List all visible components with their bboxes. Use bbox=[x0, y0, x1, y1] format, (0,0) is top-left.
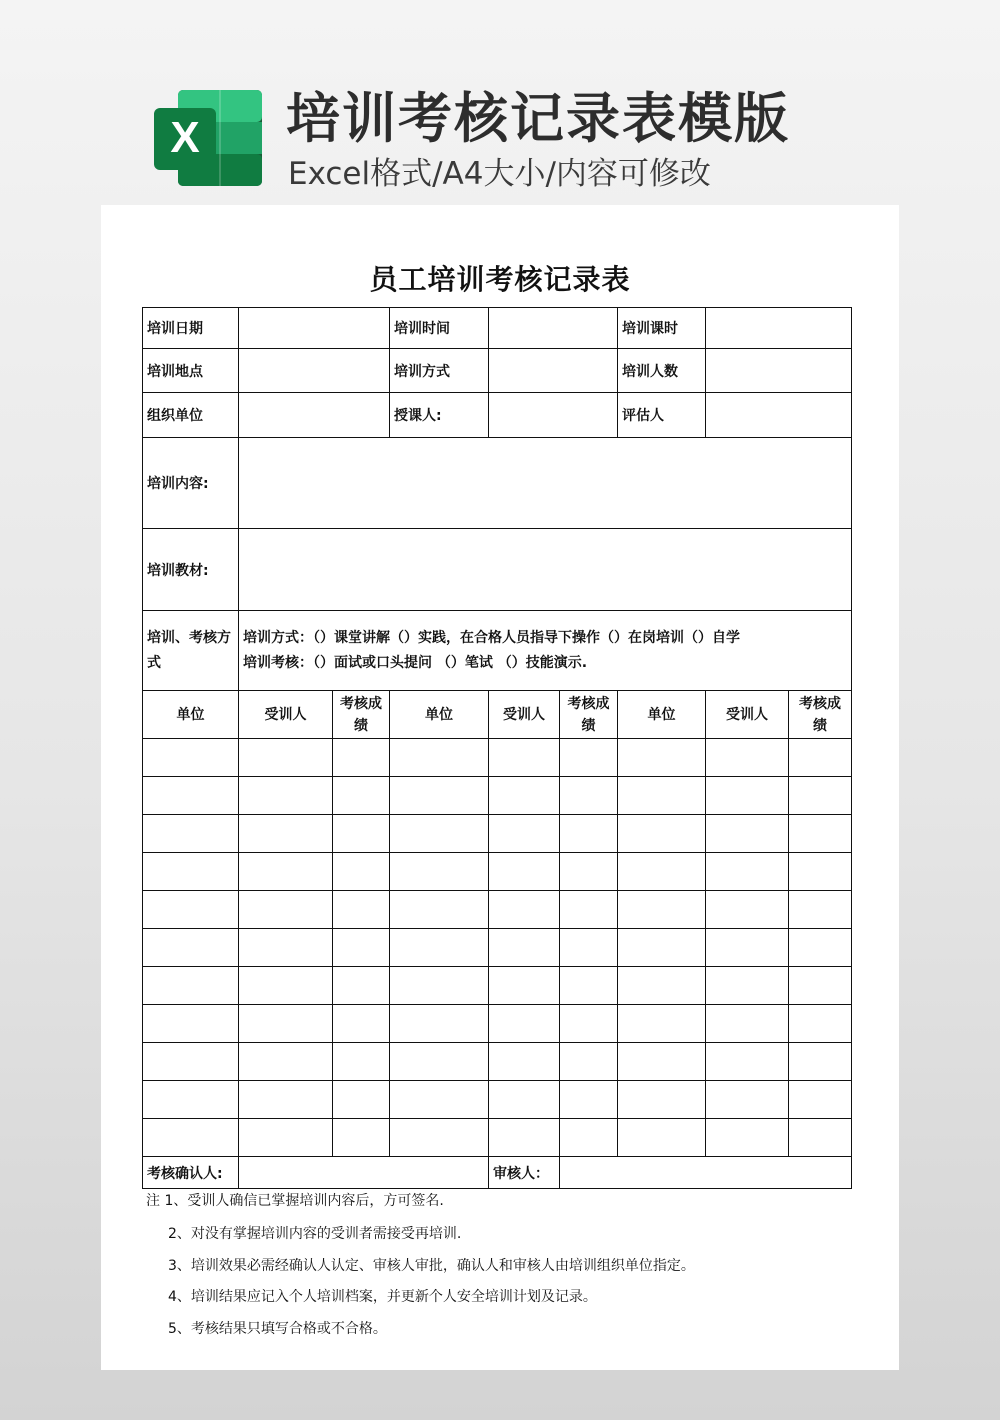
record-cell[interactable] bbox=[390, 891, 489, 929]
record-cell[interactable] bbox=[618, 929, 706, 967]
record-cell[interactable] bbox=[706, 1005, 789, 1043]
record-cell[interactable] bbox=[618, 1005, 706, 1043]
record-cell[interactable] bbox=[706, 777, 789, 815]
page-title: 培训考核记录表模版 bbox=[286, 87, 790, 150]
record-cell[interactable] bbox=[143, 815, 239, 853]
record-cell[interactable] bbox=[143, 967, 239, 1005]
record-cell[interactable] bbox=[390, 929, 489, 967]
record-cell[interactable] bbox=[618, 777, 706, 815]
record-row bbox=[143, 967, 852, 1005]
record-cell[interactable] bbox=[333, 1081, 390, 1119]
record-cell[interactable] bbox=[390, 967, 489, 1005]
record-cell[interactable] bbox=[333, 1043, 390, 1081]
record-row bbox=[143, 853, 852, 891]
record-cell[interactable] bbox=[789, 1043, 852, 1081]
record-cell[interactable] bbox=[239, 815, 333, 853]
method-row bbox=[143, 611, 852, 691]
record-cell[interactable] bbox=[489, 929, 560, 967]
content-row bbox=[143, 438, 852, 529]
label-training-location: 培训地点 bbox=[143, 349, 239, 393]
col-header-trainee: 受训人 bbox=[239, 691, 333, 739]
info-row bbox=[143, 349, 852, 393]
record-cell[interactable] bbox=[333, 1005, 390, 1043]
record-cell[interactable] bbox=[239, 1043, 333, 1081]
field-evaluator[interactable] bbox=[706, 393, 852, 438]
record-cell[interactable] bbox=[143, 777, 239, 815]
record-cell[interactable] bbox=[239, 1005, 333, 1043]
record-cell[interactable] bbox=[390, 1043, 489, 1081]
record-row bbox=[143, 1043, 852, 1081]
field-training-date[interactable] bbox=[239, 308, 390, 349]
signature-row bbox=[143, 1157, 852, 1189]
record-cell[interactable] bbox=[560, 891, 618, 929]
record-row bbox=[143, 1005, 852, 1043]
record-row bbox=[143, 815, 852, 853]
record-row bbox=[143, 891, 852, 929]
record-cell[interactable] bbox=[789, 739, 852, 777]
field-organizer[interactable] bbox=[239, 393, 390, 438]
record-cell[interactable] bbox=[706, 929, 789, 967]
record-cell[interactable] bbox=[618, 1119, 706, 1157]
record-cell[interactable] bbox=[706, 1119, 789, 1157]
record-cell[interactable] bbox=[489, 853, 560, 891]
page-header bbox=[0, 0, 1000, 200]
record-cell[interactable] bbox=[560, 777, 618, 815]
label-training-hours: 培训课时 bbox=[618, 308, 706, 349]
field-assessment-confirmer[interactable] bbox=[239, 1157, 489, 1189]
record-cell[interactable] bbox=[618, 853, 706, 891]
record-cell[interactable] bbox=[239, 967, 333, 1005]
record-cell[interactable] bbox=[618, 891, 706, 929]
label-training-date: 培训日期 bbox=[143, 308, 239, 349]
col-header-unit: 单位 bbox=[618, 691, 706, 739]
record-row bbox=[143, 929, 852, 967]
record-cell[interactable] bbox=[333, 1119, 390, 1157]
label-training-method: 培训、考核方式 bbox=[143, 611, 239, 691]
note-item: 4、培训结果应记入个人培训档案，并更新个人安全培训计划及记录。 bbox=[168, 1289, 597, 1305]
record-cell[interactable] bbox=[143, 1081, 239, 1119]
col-header-unit: 单位 bbox=[143, 691, 239, 739]
record-cell[interactable] bbox=[333, 777, 390, 815]
training-record-form bbox=[142, 307, 852, 1189]
record-cell[interactable] bbox=[618, 1043, 706, 1081]
field-lecturer[interactable] bbox=[489, 393, 618, 438]
record-cell[interactable] bbox=[333, 815, 390, 853]
record-cell[interactable] bbox=[706, 739, 789, 777]
record-cell[interactable] bbox=[560, 1119, 618, 1157]
record-cell[interactable] bbox=[489, 967, 560, 1005]
field-training-location[interactable] bbox=[239, 349, 390, 393]
col-header-trainee: 受训人 bbox=[489, 691, 560, 739]
record-cell[interactable] bbox=[789, 1119, 852, 1157]
record-cell[interactable] bbox=[239, 739, 333, 777]
record-cell[interactable] bbox=[390, 815, 489, 853]
label-training-content: 培训内容: bbox=[143, 438, 239, 529]
col-header-trainee: 受训人 bbox=[706, 691, 789, 739]
record-cell[interactable] bbox=[560, 929, 618, 967]
record-cell[interactable] bbox=[239, 1081, 333, 1119]
training-method-options[interactable]: 培训方式：（）课堂讲解（）实践，在合格人员指导下操作（）在岗培训（）自学 bbox=[243, 629, 740, 646]
record-cell[interactable] bbox=[489, 1119, 560, 1157]
record-cell[interactable] bbox=[560, 1043, 618, 1081]
record-rows bbox=[143, 739, 852, 1157]
record-cell[interactable] bbox=[706, 967, 789, 1005]
record-cell[interactable] bbox=[706, 891, 789, 929]
label-training-mode: 培训方式 bbox=[390, 349, 489, 393]
record-cell[interactable] bbox=[143, 739, 239, 777]
record-cell[interactable] bbox=[239, 1119, 333, 1157]
record-cell[interactable] bbox=[706, 853, 789, 891]
record-cell[interactable] bbox=[706, 1043, 789, 1081]
document-title: 员工培训考核记录表 bbox=[369, 263, 631, 296]
label-trainee-count: 培训人数 bbox=[618, 349, 706, 393]
note-item: 注 1、受训人确信已掌握培训内容后，方可签名. bbox=[146, 1193, 444, 1209]
record-cell[interactable] bbox=[143, 929, 239, 967]
record-cell[interactable] bbox=[390, 1005, 489, 1043]
label-training-materials: 培训教材: bbox=[143, 529, 239, 611]
record-cell[interactable] bbox=[618, 967, 706, 1005]
record-cell[interactable] bbox=[560, 1081, 618, 1119]
label-organizer: 组织单位 bbox=[143, 393, 239, 438]
record-row bbox=[143, 739, 852, 777]
field-trainee-count[interactable] bbox=[706, 349, 852, 393]
field-training-content[interactable] bbox=[239, 438, 852, 529]
label-training-time: 培训时间 bbox=[390, 308, 489, 349]
record-cell[interactable] bbox=[333, 853, 390, 891]
record-cell[interactable] bbox=[239, 929, 333, 967]
record-cell[interactable] bbox=[618, 1081, 706, 1119]
record-cell[interactable] bbox=[560, 1005, 618, 1043]
record-cell[interactable] bbox=[390, 1119, 489, 1157]
field-reviewer[interactable] bbox=[560, 1157, 852, 1189]
record-cell[interactable] bbox=[390, 1081, 489, 1119]
record-cell[interactable] bbox=[333, 891, 390, 929]
materials-row bbox=[143, 529, 852, 611]
note-item: 3、培训效果必需经确认人认定、审核人审批，确认人和审核人由培训组织单位指定。 bbox=[168, 1258, 695, 1274]
record-cell[interactable] bbox=[143, 853, 239, 891]
record-cell[interactable] bbox=[489, 1043, 560, 1081]
col-header-score: 考核成绩 bbox=[333, 691, 390, 739]
method-options[interactable] bbox=[239, 611, 852, 691]
note-item: 5、考核结果只填写合格或不合格。 bbox=[168, 1321, 387, 1337]
record-row bbox=[143, 1119, 852, 1157]
record-cell[interactable] bbox=[143, 1005, 239, 1043]
record-cell[interactable] bbox=[560, 739, 618, 777]
record-cell[interactable] bbox=[489, 815, 560, 853]
record-cell[interactable] bbox=[143, 891, 239, 929]
record-cell[interactable] bbox=[789, 891, 852, 929]
label-lecturer: 授课人: bbox=[390, 393, 489, 438]
col-header-unit: 单位 bbox=[390, 691, 489, 739]
col-header-score: 考核成绩 bbox=[789, 691, 852, 739]
record-cell[interactable] bbox=[489, 739, 560, 777]
record-cell[interactable] bbox=[789, 929, 852, 967]
record-cell[interactable] bbox=[789, 853, 852, 891]
excel-logo-icon bbox=[152, 88, 264, 188]
field-training-hours[interactable] bbox=[706, 308, 852, 349]
record-row bbox=[143, 777, 852, 815]
note-item: 2、对没有掌握培训内容的受训者需接受再培训. bbox=[168, 1226, 462, 1242]
record-cell[interactable] bbox=[390, 853, 489, 891]
record-cell[interactable] bbox=[489, 1005, 560, 1043]
label-assessment-confirmer: 考核确认人: bbox=[143, 1157, 239, 1189]
record-cell[interactable] bbox=[706, 1081, 789, 1119]
record-cell[interactable] bbox=[489, 777, 560, 815]
record-cell[interactable] bbox=[706, 815, 789, 853]
record-cell[interactable] bbox=[333, 967, 390, 1005]
record-cell[interactable] bbox=[333, 929, 390, 967]
record-cell[interactable] bbox=[239, 853, 333, 891]
record-cell[interactable] bbox=[489, 1081, 560, 1119]
record-cell[interactable] bbox=[560, 815, 618, 853]
record-cell[interactable] bbox=[618, 815, 706, 853]
record-cell[interactable] bbox=[618, 739, 706, 777]
record-cell[interactable] bbox=[143, 1119, 239, 1157]
record-cell[interactable] bbox=[560, 967, 618, 1005]
field-training-time[interactable] bbox=[489, 308, 618, 349]
record-cell[interactable] bbox=[333, 739, 390, 777]
assessment-method-options[interactable]: 培训考核：（）面试或口头提问 （）笔试 （）技能演示. bbox=[243, 654, 588, 671]
record-cell[interactable] bbox=[143, 1043, 239, 1081]
label-reviewer: 审核人： bbox=[489, 1157, 560, 1189]
record-cell[interactable] bbox=[489, 891, 560, 929]
record-cell[interactable] bbox=[789, 1081, 852, 1119]
record-cell[interactable] bbox=[789, 815, 852, 853]
field-training-mode[interactable] bbox=[489, 349, 618, 393]
page-subtitle: Excel格式/A4大小/内容可修改 bbox=[288, 156, 711, 192]
col-header-score: 考核成绩 bbox=[560, 691, 618, 739]
logo-letter: X bbox=[170, 113, 200, 162]
record-cell[interactable] bbox=[789, 1005, 852, 1043]
field-training-materials[interactable] bbox=[239, 529, 852, 611]
record-row bbox=[143, 1081, 852, 1119]
record-cell[interactable] bbox=[789, 967, 852, 1005]
column-header-row bbox=[143, 691, 852, 739]
info-row bbox=[143, 393, 852, 438]
record-cell[interactable] bbox=[390, 777, 489, 815]
record-cell[interactable] bbox=[789, 777, 852, 815]
info-row bbox=[143, 308, 852, 349]
label-evaluator: 评估人 bbox=[618, 393, 706, 438]
record-cell[interactable] bbox=[390, 739, 489, 777]
record-cell[interactable] bbox=[560, 853, 618, 891]
record-cell[interactable] bbox=[239, 891, 333, 929]
record-cell[interactable] bbox=[239, 777, 333, 815]
